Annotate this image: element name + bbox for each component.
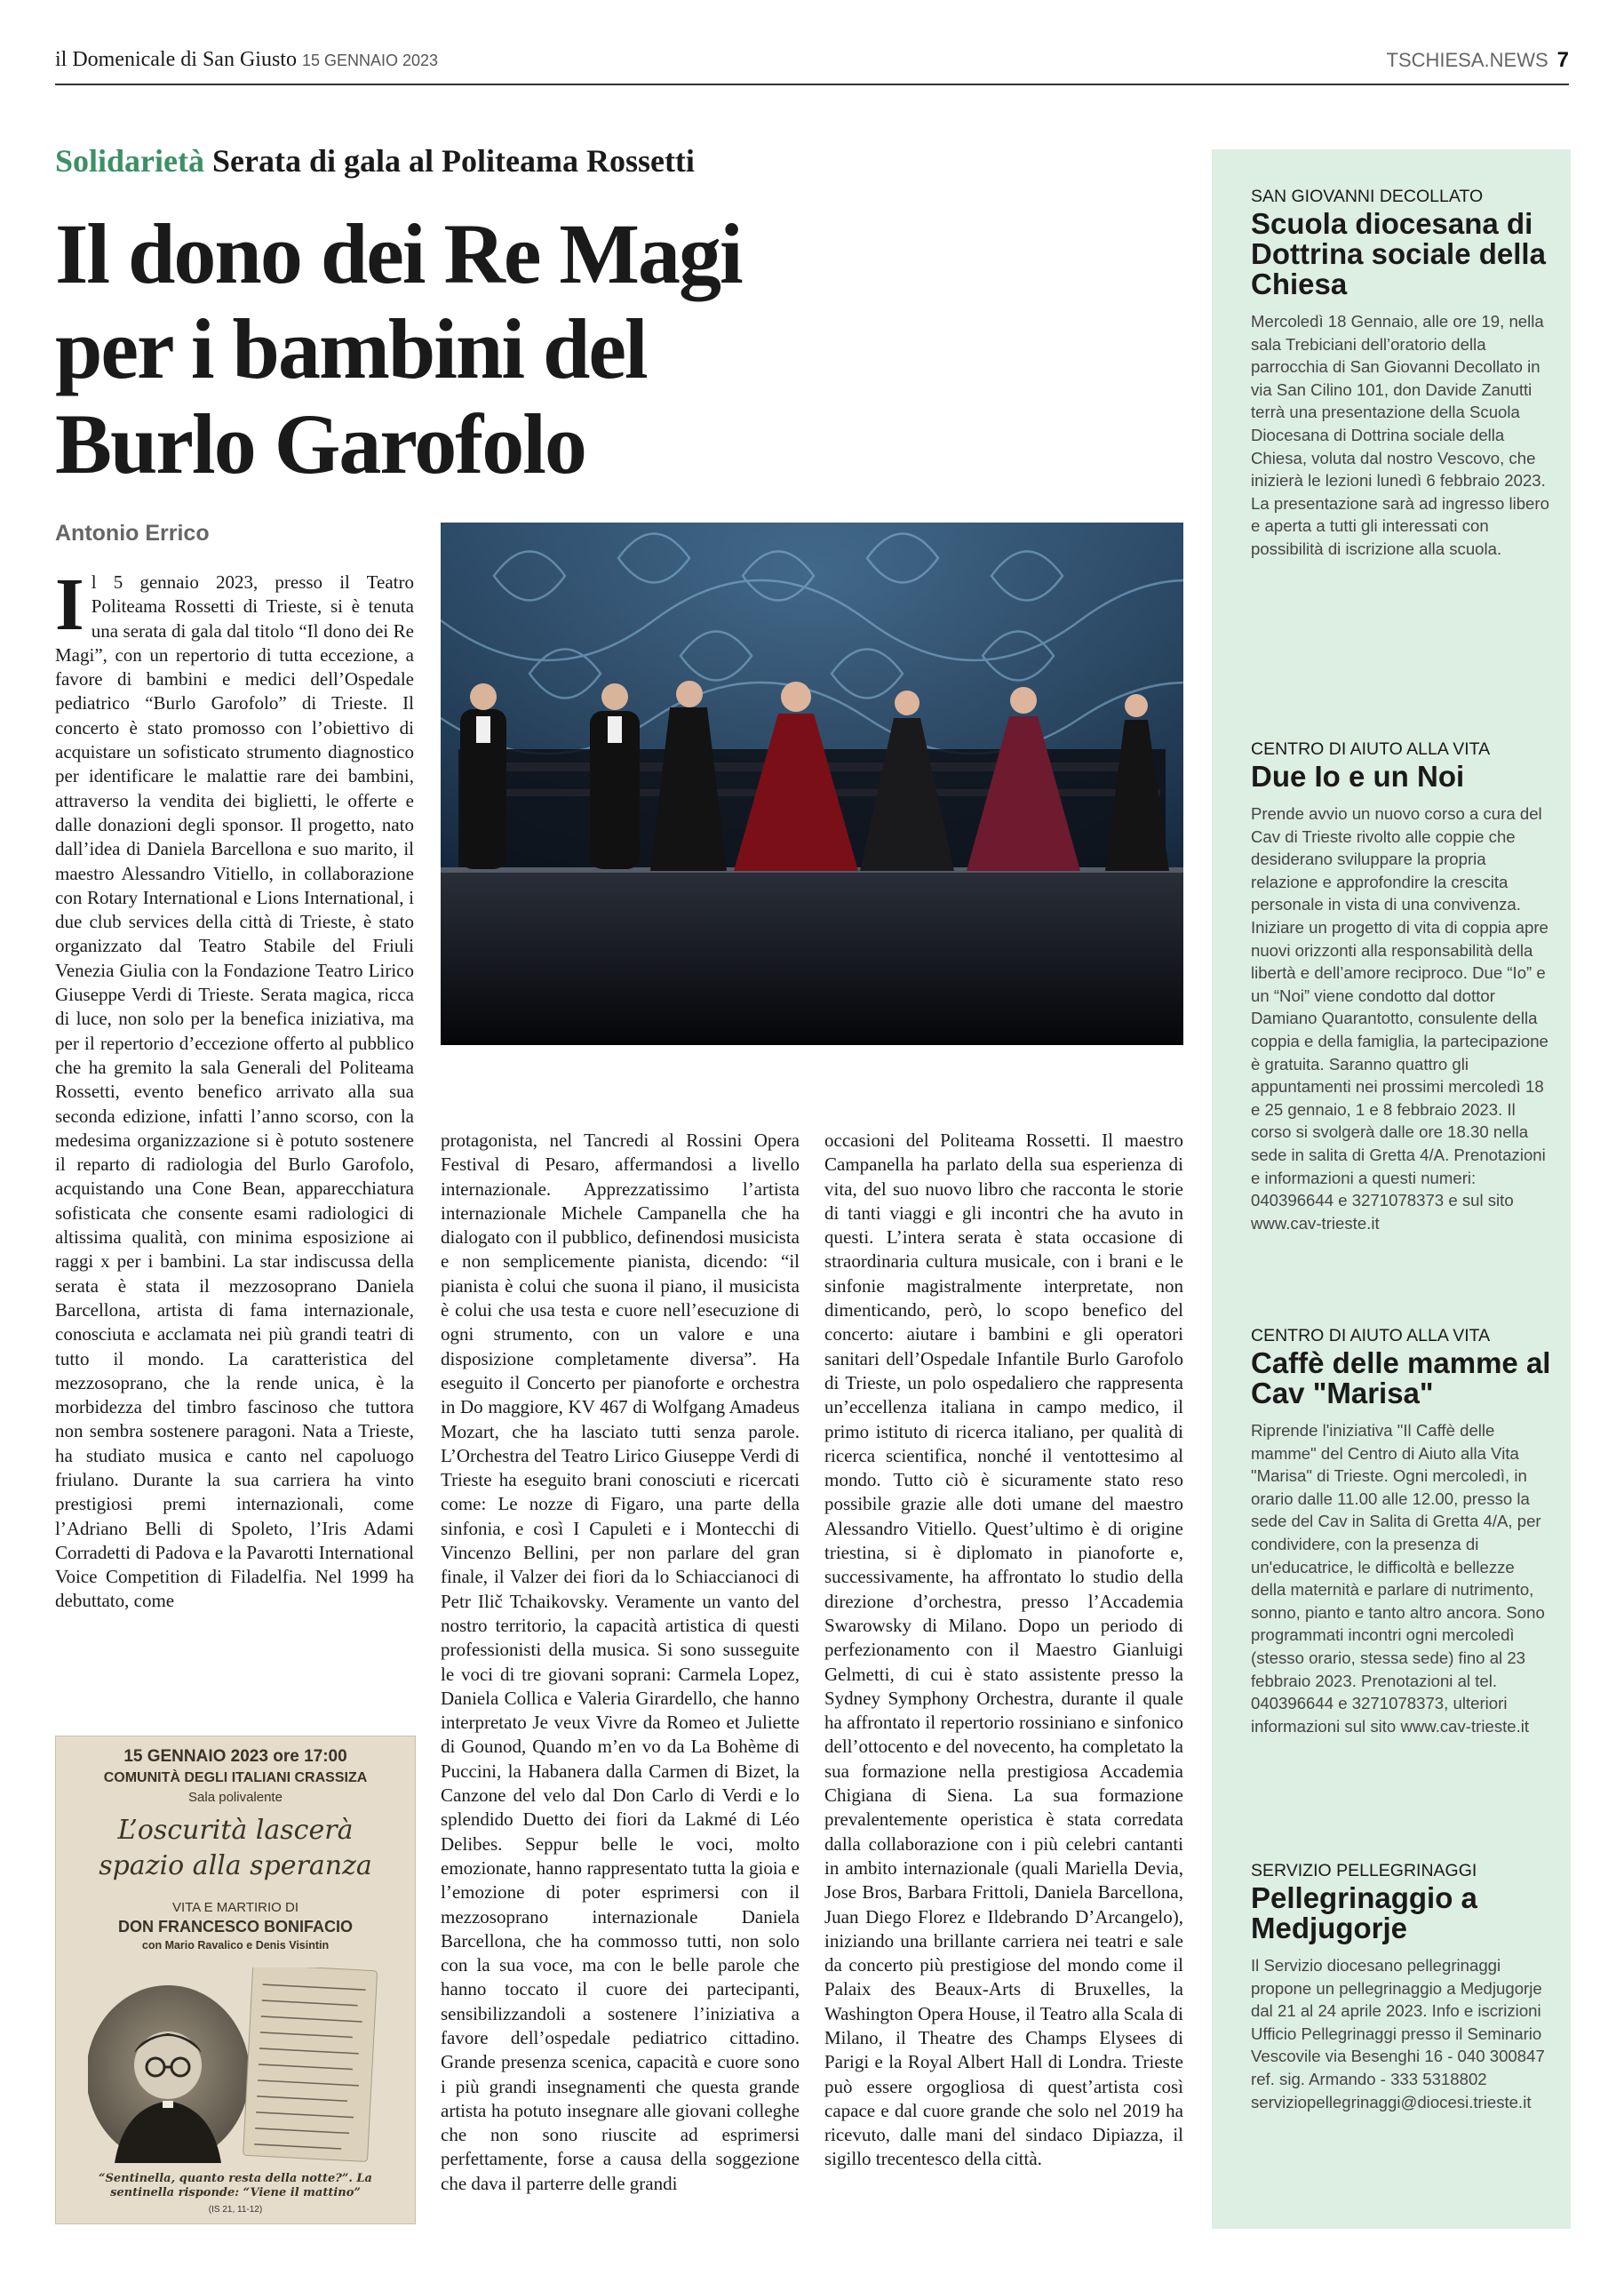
poster-portrait-and-document: [88, 1968, 381, 2163]
site-header: [1387, 48, 1570, 73]
article-column-2: [441, 1129, 800, 2196]
article-kicker: [55, 142, 695, 180]
header-rule: [55, 84, 1569, 85]
column-1-text: l 5 gennaio 2023, presso il Teatro Politeama Rossetti di Trieste, si è tenuta una serata di gala dal titolo “Il dono dei Re Magi”, con un repertorio di tutta eccezione, a favore di bambini e medici dell’Ospedale pediatrico “Burlo Garofolo” di Trieste. Il concerto è stato promosso con l’obiettivo di acquistare un sofisticato strumento diagnostico per identificare le malattie rare dei bambini, attraverso la vendita dei biglietti, le offerte e dalle donazioni degli sponsor. Il progetto, nato dall’idea di Daniela Barcellona e suo marito, il maestro Alessandro Vitiello, in collaborazione con Rotary International e Lions International, i due club services della città di Trieste, è stato organizzato dal Teatro Stabile del Friuli Venezia Giulia con la Fondazione Teatro Lirico Giuseppe Verdi di Trieste. Serata magica, ricca di luce, non solo per la benefica iniziativa, ma per il repertorio d’eccezione offerto al pubblico che ha gremito la sala Generali del Politeama Rossetti, evento benefico arrivato alla sua seconda edizione, infatti l’anno scorso, con la medesima organizzazione si è potuto sostenere il reparto di radiologia del Burlo Garofolo, acquistando una Cone Bean, apparecchiatura sofisticata che consente esami radiologici di altissima qualità, con minima esposizione ai raggi x per i bambini. La star indiscussa della serata è stata il mezzosoprano Daniela Barcellona, artista di fama internazionale, conosciuta e acclamata nei più grandi teatri di tutto il mondo. La caratteristica del mezzosoprano, che la rende unica, è la morbidezza del timbro fascinoso che tuttora non sembra sostenere paragoni. Nata a Trieste, ha studiato musica e canto nel capoluogo friulano. Durante la sua carriera ha vinto prestigiosi premi internazionali, come l’Adriano Belli di Spoleto, l’Iris Adami Corradetti di Padova e la Pavarotti International Voice Competition di Filadelfia. Nel 1999 ha debuttato, come: [55, 571, 414, 1612]
sidebar-item-pellegrinaggio: [1251, 1861, 1553, 2113]
sidebar-text: Prende avvio un nuovo corso a cura del Cav di Trieste rivolto alle coppie che desiderano sviluppare la propria relazione e approfondire la crescita personale in vista di una convivenza. Iniziare un progetto di vita di coppia apre nuovi orizzonti alla responsabilità della libertà e dell’amore reciproco. Due “Io” e un “Noi” viene condotto dal dottor Damiano Quarantotto, consulente della coppia e della famiglia, la partecipazione è gratuita. Saranno quattro gli appuntamenti nei prossimi mercoledì 18 e 25 gennaio, 1 e 8 febbraio 2023. Il corso si svolgerà dalle ore 18.30 nella sede in salita di Gretta 4/A. Prenotazioni e informazioni a questi numeri: 040396644 e 3271078373 e sul sito www.cav-trieste.it: [1251, 804, 1548, 1233]
poster-room: Sala polivalente: [188, 1790, 283, 1805]
publication-name: il Domenicale di San Giusto: [55, 48, 297, 71]
issue-date: 15 GENNAIO 2023: [301, 52, 439, 69]
sidebar-category: CENTRO DI AIUTO ALLA VITA: [1251, 739, 1491, 759]
article-byline: Antonio Errico: [55, 521, 210, 546]
sidebar-category: CENTRO DI AIUTO ALLA VITA: [1251, 1326, 1491, 1345]
poster-with: con Mario Ravalico e Denis Visintin: [141, 1939, 330, 1952]
publication-header: [55, 48, 438, 72]
column-3-text: occasioni del Politeama Rossetti. Il maestro Campanella ha parlato della sua esperienza di vita, del suo nuovo libro che racconta le storie di tanti viaggi e gli incontri che ha avuto in questi. L’intera serata è stata occasione di straordinaria cultura musicale, con i brani e le sinfonie magistralmente interpretate, non dimenticando, però, lo scopo benefico del concerto: aiutare i bambini e gli operatori sanitari dell’Ospedale Infantile Burlo Garofolo di Trieste, un polo ospedaliero che rappresenta un’eccellenza italiana in campo medico, il primo istituto di ricerca italiano, per qualità di ricerca scientifica, nonché il ventottesimo al mondo. Tutto ciò è sicuramente stato reso possibile grazie alle doti umane del maestro Alessandro Vitiello. Quest’ultimo è di origine triestina, si è diplomato in pianoforte e, successivamente, ha affrontato lo studio della direzione d’orchestra, presso l’Accademia Swarowsky di Milano. Dopo un periodo di perfezionamento con il Maestro Gianluigi Gelmetti, di cui è stato assistente presso la Sydney Symphony Orchestra, durante il quale ha affrontato il repertorio rossiniano e sinfonico dell’ottocento e del novecento, ha completato la sua formazione nella prestigiosa Accademia Chigiana di Siena. La sua formazione prevalentemente operistica è stata corredata dalla collaborazione con i più celebri cantanti in ambito internazionale (quali Mariella Devia, Jose Bros, Barbara Frittoli, Daniela Barcellona, Juan Diego Florez e Ildebrando D’Arcangelo), iniziando una brillante carriera nei teatri e sale da concerto più prestigiose del mondo come il Palaix des Beaux-Arts di Bruxelles, la Washington Opera House, il Teatro alla Scala di Milano, il Theatre des Champs Elysees di Parigi e la Royal Albert Hall di Londra. Trieste può essere orgogliosa di quest’artista così capace e dal cuore grande che solo nel 2019 ha ricevuto, dalle mani del sindaco Dipiazza, il sigillo trecentesco della città.: [824, 1130, 1183, 2170]
concert-stage-illustration: [441, 523, 1183, 1045]
sidebar-item-caffe-mamme: [1251, 1326, 1553, 1737]
sidebar-title: Due Io e un Noi: [1251, 760, 1465, 793]
event-poster: [55, 1736, 416, 2224]
sidebar-text: Il Servizio diocesano pellegrinaggi propone un pellegrinaggio a Medjugorje dal 21 al 24 aprile 2023. Info e iscrizioni Ufficio Pellegrinaggi presso il Seminario Vescovile via Besenghi 16 - 040 300847 ref. sig. Armando - 333 5318802 serviziopellegrinaggi@diocesi.trieste.it: [1251, 1956, 1545, 2111]
sidebar-category: SAN GIOVANNI DECOLLATO: [1251, 187, 1484, 206]
article-headline: Il dono dei Re Magi per i bambini del Burlo Garofolo: [55, 206, 742, 491]
page-number: 7: [1556, 48, 1569, 72]
poster-venue: COMUNITÀ DEGLI ITALIANI CRASSIZA: [103, 1770, 368, 1785]
sidebar-title: Caffè delle mamme al Cav "Marisa": [1251, 1346, 1551, 1409]
site-name: TSCHIESA.NEWS: [1386, 49, 1548, 71]
sidebar-title: Scuola diocesana di Dottrina sociale della Chiesa: [1251, 207, 1546, 300]
section-label: Solidarietà: [55, 143, 204, 179]
poster-subtitle: VITA E MARTIRIO DI: [172, 1900, 299, 1915]
sidebar-item-due-io-noi: [1251, 739, 1553, 1234]
poster-name: DON FRANCESCO BONIFACIO: [117, 1918, 353, 1936]
concert-photo: [441, 523, 1183, 1045]
article-column-1: [55, 563, 414, 1614]
kicker-text: Serata di gala al Politeama Rossetti: [212, 143, 695, 179]
poster-reference: (IS 21, 11-12): [208, 2205, 263, 2215]
sidebar-category: SERVIZIO PELLEGRINAGGI: [1251, 1861, 1477, 1880]
drop-cap: I: [55, 563, 84, 646]
poster-quote: “Sentinella, quanto resta della notte?”. La sentinella risponde: “Viene il mattino”: [99, 2172, 372, 2199]
sidebar-title: Pellegrinaggio a Medjugorje: [1251, 1881, 1477, 1944]
article-column-3: [824, 1129, 1183, 2172]
sidebar-text: Mercoledì 18 Gennaio, alle ore 19, nella sala Trebiciani dell’oratorio della parrocchia di San Giovanni Decollato in via San Cilino 101, don Davide Zanutti terrà una presentazione della Scuola Diocesana di Dottrina sociale della Chiesa, voluta dal nostro Vescovo, che inizierà le lezioni lunedì 6 febbraio 2023. La presentazione sarà ad ingresso libero e aperta a tutti gli interessati con possibilità di iscrizione alla scuola.: [1251, 312, 1549, 558]
poster-title: L’oscurità lascerà spazio alla speranza: [99, 1815, 372, 1881]
poster-datetime: 15 GENNAIO 2023 ore 17:00: [123, 1747, 347, 1766]
column-2-text: protagonista, nel Tancredi al Rossini Opera Festival di Pesaro, affermandosi a livello internazionale. Apprezzatissimo l’artista internazionale Michele Campanella che ha dialogato con il pubblico, definendosi musicista e non semplicemente pianista, dicendo: “il pianista è colui che suona il piano, il musicista è colui che usa testa e cuore nell’esecuzione di ogni strumento, con un valore e una disposizione completamente diversa”. Ha eseguito il Concerto per pianoforte e orchestra in Do maggiore, KV 467 di Wolfgang Amadeus Mozart, che ha lasciato tutti senza parole. L’Orchestra del Teatro Lirico Giuseppe Verdi di Trieste ha eseguito brani conosciuti e ricercati come: Le nozze di Figaro, una parte della sinfonia, e così I Capuleti e i Montecchi di Vincenzo Bellini, per non parlare del gran finale, il Valzer dei fiori da lo Schiaccianoci di Petr Ilič Tchaikovsky. Veramente un vanto del nostro territorio, la capacità artistica di questi professionisti della musica. Si sono susseguite le voci di tre giovani soprani: Carmela Lopez, Daniela Collica e Valeria Girardello, che hanno interpretato Je veux Vivre da Romeo et Juliette di Gounod, Quando m’en vo da La Bohème di Puccini, la Habanera dalla Carmen di Bizet, la Canzone del velo dal Don Carlo di Verdi e lo splendido Duetto dei fiori da Lakmé di Léo Delibes. Seppur belle le voci, molto emozionate, hanno rappresentato tutta la gioia e l’emozione di poter esprimersi con il mezzosoprano internazionale Daniela Barcellona, che ha commosso tutti, non solo con la sua voce, ma con le belle parole che hanno toccato il cuore dei partecipanti, sensibilizzandoli a sostenere l’iniziativa a favore dell’ospedale pediatrico cittadino. Grande presenza scenica, capacità e cuore sono i più grandi insegnamenti che questa grande artista ha potuto insegnare alle giovani colleghe che non sono riuscite ad esprimersi perfettamente, forse a causa della soggezione che dava il parterre delle grandi: [441, 1130, 800, 2194]
news-sidebar: [1212, 149, 1571, 2229]
sidebar-item-scuola-dottrina: [1251, 187, 1553, 561]
sidebar-text: Riprende l'iniziativa "Il Caffè delle mamme" del Centro di Aiuto alla Vita "Marisa" di Trieste. Ogni mercoledì, in orario dalle 11.00 alle 12.00, presso la sede del Cav in Salita di Gretta 4/A, per condividere, con la presenza di un'educatrice, le difficoltà e bellezze della maternità e parlare di nutrimento, sonno, pianto e tanto altro ancora. Sono programmati incontri ogni mercoledì (stesso orario, stessa sede) fino al 23 febbraio 2023. Prenotazioni al tel. 040396644 e 3271078373, ulteriori informazioni sul sito www.cav-trieste.it: [1251, 1421, 1545, 1736]
